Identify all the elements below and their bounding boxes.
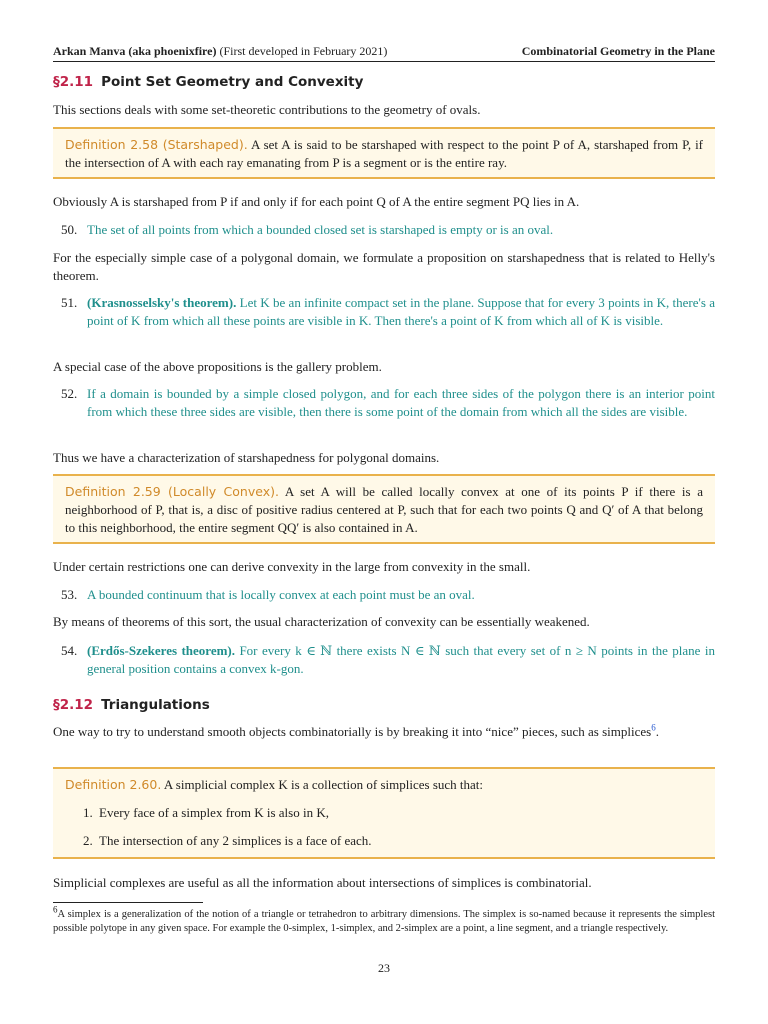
footnote-text: A simplex is a generalization of the notion of a triangle or tetrahedron to arbitrary dimensions. The simplex is so-named because it represents the simplest possible polytope in any given space. For example the 0-simplex, 1-simplex, and 2-simplex are a point, a line segment, and a triangle respectively. (53, 909, 715, 934)
item-text: The set of all points from which a bounded closed set is starshaped is empty or is an oval. (87, 222, 554, 237)
paragraph-polygonal: For the especially simple case of a polygonal domain, we formulate a proposition on starshapedness that is related to Helly's theorem. (53, 250, 715, 283)
footnote (53, 904, 715, 936)
section-title: Triangulations (101, 697, 210, 713)
item-text: The intersection of any 2 simplices is a face of each. (99, 833, 372, 848)
proposition-52 (53, 385, 715, 421)
footnote-mark: 6 (53, 904, 58, 915)
proposition-50 (53, 221, 715, 239)
theorem-name: (Erdős-Szekeres theorem). (87, 643, 236, 658)
definition-title: Definition 2.59 (Locally Convex). (65, 484, 279, 499)
paragraph-gallery: A special case of the above propositions is the gallery problem. (53, 359, 382, 374)
paragraph-simplicial: Simplicial complexes are useful as all the information about intersections of simplices is combinatorial. (53, 875, 592, 890)
paragraph-means: By means of theorems of this sort, the usual characterization of convexity can be essentially weakened. (53, 614, 590, 629)
definition-title: Definition 2.60. (65, 777, 162, 792)
definition-text: A set A will be called locally convex at one of its points P if there is a neighborhood of P, that is, a disc of positive radius centered at P, such that for each two points Q and Q′ of A that belong to this neighborhood, the entire segment QQ′ is also contained in A. (65, 484, 703, 535)
item-number: 52. (61, 386, 78, 401)
paragraph-thus: Thus we have a characterization of starshapedness for polygonal domains. (53, 450, 440, 465)
definition-locally-convex (53, 474, 715, 544)
header-author: Arkan Manva (aka phoenixfire) (53, 44, 217, 58)
section-heading-2-11 (53, 73, 715, 91)
paragraph-under: Under certain restrictions one can derive convexity in the large from convexity in the small. (53, 559, 531, 574)
document-page (53, 0, 715, 1024)
definition-starshaped (53, 127, 715, 179)
item-number: 50. (61, 222, 78, 237)
page-number: 23 (378, 961, 390, 975)
header-right: Combinatorial Geometry in the Plane (521, 44, 715, 58)
item-text: For every k ∈ ℕ there exists N ∈ ℕ such that every set of n ≥ N points in the plane in general position contains a convex k-gon. (87, 643, 715, 676)
item-text: A bounded continuum that is locally convex at each point must be an oval. (87, 587, 475, 602)
proposition-51 (53, 294, 715, 330)
section-heading-2-12 (53, 696, 715, 714)
paragraph-text: One way to try to understand smooth objects combinatorially is by breaking it into “nice” pieces, such as simplices (53, 724, 652, 739)
proposition-54 (53, 642, 715, 678)
item-number: 2. (83, 833, 93, 848)
definition-title: Definition 2.58 (Starshaped). (65, 137, 248, 152)
item-text: If a domain is bounded by a simple closed polygon, and for each three sides of the polygon there is an interior point from which these three sides are visible, then there is some point of the domain from which all the sides are visible. (87, 386, 715, 419)
section-number: §2.11 (53, 74, 94, 90)
item-number: 51. (61, 295, 78, 310)
item-number: 1. (83, 805, 93, 820)
section-number: §2.12 (53, 697, 94, 713)
item-text: Let K be an infinite compact set in the plane. Suppose that for every 3 points in K, there's a point of K from which all these points are visible in K. Then there's a point of K from which all of K is visible. (87, 295, 715, 328)
definition-simplicial-complex (53, 767, 715, 859)
definition-text: A set A is said to be starshaped with respect to the point P of A, starshaped from P, if the intersection of A with each ray emanating from P is a segment or is the entire ray. (65, 137, 704, 170)
header-note: (First developed in February 2021) (219, 44, 388, 58)
header-left (53, 44, 387, 58)
item-number: 54. (61, 643, 78, 658)
definition-list-item (65, 804, 703, 822)
definition-list-item (65, 832, 703, 850)
definition-text: A simplicial complex K is a collection of simplices such that: (163, 777, 484, 792)
footnote-reference[interactable]: 6 (651, 722, 656, 733)
paragraph-obvious: Obviously A is starshaped from P if and only if for each point Q of A the entire segment PQ lies in A. (53, 194, 580, 209)
section-title: Point Set Geometry and Convexity (101, 74, 364, 90)
intro-paragraph: This sections deals with some set-theoretic contributions to the geometry of ovals. (53, 102, 481, 117)
item-text: Every face of a simplex from K is also in K, (99, 805, 329, 820)
footnote-rule (53, 902, 203, 903)
item-number: 53. (61, 587, 78, 602)
running-header (53, 44, 715, 62)
paragraph-triangulation: One way to try to understand smooth objects combinatorially is by breaking it into “nice” pieces, such as simplices$^6$. (53, 722, 659, 739)
theorem-name: (Krasnosselsky's theorem). (87, 295, 237, 310)
proposition-53 (53, 586, 715, 604)
